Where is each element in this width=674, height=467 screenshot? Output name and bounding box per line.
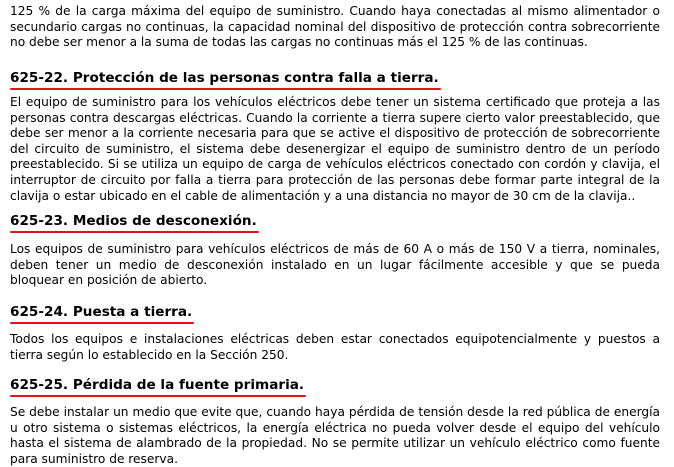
- heading-underline-red: [10, 88, 441, 90]
- section-625-25-body: Se debe instalar un medio que evite que, cuando haya pérdida de tensión desde la red pública de energía u otro sistema o sistemas eléctricos, la energía eléctrica no pueda volver desde el equipo del vehículo hasta el sistema de alambrado de la propiedad. No se permite utilizar un vehículo eléctrico como fuente para suministro de reserva.: [10, 405, 660, 466]
- section-625-23-heading-wrap: [10, 210, 660, 230]
- section-625-22-body: El equipo de suministro para los vehículos eléctricos debe tener un sistema certificado que proteja a las personas contra descargas eléctricas. Cuando la corriente a tierra supere cierto valor preestablecido, que debe ser menor a la corriente necesaria para que se active el dispositivo de protección de sobrecorriente del circuito de suministro, el sistema debe desenergizar el equipo de suministro dentro de un período preestablecido. Si se utiliza un equipo de carga de vehículos eléctricos conectado con cordón y clavija, el interruptor de circuito por falla a tierra para protección de las personas debe formar parte integral de la clavija o estar ubicado en el cable de alimentación y a una distancia no mayor de 30 cm de la clavija..: [10, 95, 660, 203]
- section-625-24-heading-wrap: [10, 301, 660, 321]
- intro-paragraph: 125 % de la carga máxima del equipo de suministro. Cuando haya conectadas al mismo alimentador o secundario cargas no continuas, la capacidad nominal del dispositivo de protección contra sobrecorriente no debe ser menor a la suma de todas las cargas no continuas más el 125 % de las continuas.: [10, 4, 660, 50]
- section-625-22-heading-wrap: [10, 67, 660, 87]
- heading-underline-red: [10, 322, 194, 324]
- section-625-23-heading: 625-23. Medios de desconexión.: [10, 213, 257, 229]
- section-625-22-heading: 625-22. Protección de las personas contra falla a tierra.: [10, 70, 439, 86]
- heading-underline-red: [10, 395, 306, 397]
- section-625-24-heading: 625-24. Puesta a tierra.: [10, 304, 193, 320]
- heading-underline-red: [10, 231, 259, 233]
- section-625-23-body: Los equipos de suministro para vehículos eléctricos de más de 60 A o más de 150 V a tierra, nominales, deben tener un medio de desconexión instalado en un lugar fácilmente accesible y que se pueda bloquear en posición de abierto.: [10, 242, 660, 288]
- section-625-25-heading-wrap: [10, 374, 660, 394]
- section-625-25-heading: 625-25. Pérdida de la fuente primaria.: [10, 377, 305, 393]
- section-625-24-body: Todos los equipos e instalaciones eléctricas deben estar conectados equipotencialmente y puestos a tierra según lo establecido en la Sección 250.: [10, 332, 660, 362]
